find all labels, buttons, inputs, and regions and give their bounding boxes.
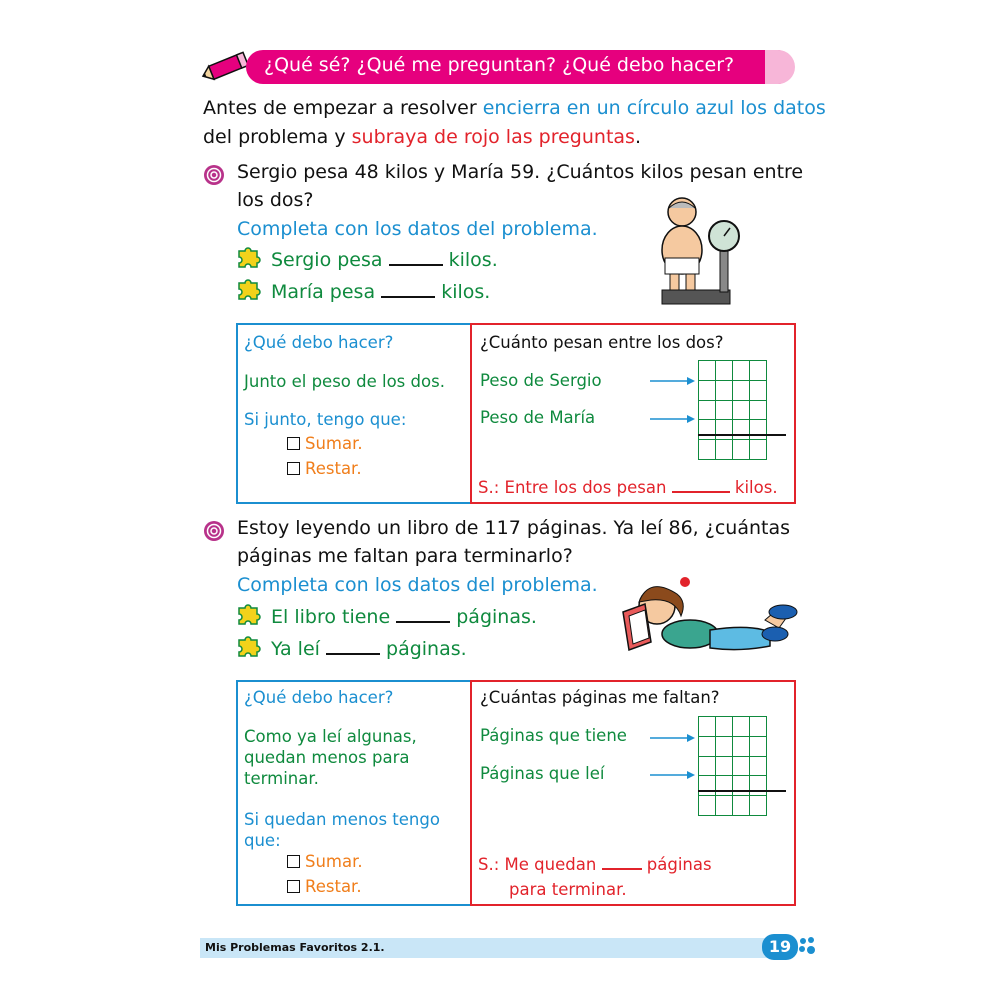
spiral-bullet-icon bbox=[203, 164, 225, 186]
option-label: Sumar. bbox=[305, 852, 363, 871]
problem1-data-2-unit: kilos. bbox=[441, 281, 491, 303]
option-label: Sumar. bbox=[305, 434, 363, 453]
spiral-bullet-icon bbox=[203, 520, 225, 542]
puzzle-piece-icon bbox=[236, 279, 262, 301]
problem2-statement-1: Estoy leyendo un libro de 117 páginas. Ya leí 86, ¿cuántas bbox=[237, 517, 790, 539]
problem2-statement-2: páginas me faltan para terminarlo? bbox=[237, 545, 573, 567]
puzzle-piece-icon bbox=[236, 604, 262, 626]
problem1-data-2 bbox=[271, 281, 490, 303]
problem1-data-2-label: María pesa bbox=[271, 281, 376, 303]
puzzle-piece-icon bbox=[236, 636, 262, 658]
problem1-sum-line bbox=[698, 434, 786, 436]
problem1-row-2: Peso de María bbox=[480, 408, 596, 427]
problem2-row-2: Páginas que leí bbox=[480, 764, 605, 783]
problem2-left-text-2: quedan menos para bbox=[244, 748, 410, 767]
puzzle-piece-icon bbox=[236, 247, 262, 269]
intro-line-2 bbox=[203, 126, 641, 148]
girl-reading-illustration bbox=[615, 572, 800, 662]
problem1-calc-grid[interactable] bbox=[698, 360, 767, 460]
intro-text-blue: encierra en un círculo azul los datos bbox=[482, 97, 826, 119]
problem1-option-sum[interactable] bbox=[287, 434, 363, 453]
problem1-answer-unit: kilos. bbox=[734, 478, 778, 497]
problem2-right-title: ¿Cuántas páginas me faltan? bbox=[480, 688, 720, 707]
arrow-right-icon bbox=[650, 413, 695, 425]
problem1-statement-1: Sergio pesa 48 kilos y María 59. ¿Cuántos kilos pesan entre bbox=[237, 161, 804, 183]
problem2-answer-unit: páginas bbox=[646, 855, 712, 874]
problem1-data-1-label: Sergio pesa bbox=[271, 249, 383, 271]
problem1-statement-2: los dos? bbox=[237, 189, 314, 211]
arrow-right-icon bbox=[650, 732, 695, 744]
problem2-answer-line-2: para terminar. bbox=[509, 880, 627, 899]
problem2-option-sum[interactable] bbox=[287, 852, 363, 871]
option-label: Restar. bbox=[305, 459, 362, 478]
problem1-data-1 bbox=[271, 249, 498, 271]
problem2-left-text-3: terminar. bbox=[244, 769, 319, 788]
checkbox[interactable] bbox=[287, 855, 300, 868]
problem2-answer-label: S.: Me quedan bbox=[478, 855, 597, 874]
intro-text-3: del problema y bbox=[203, 126, 352, 148]
problem2-left-box bbox=[236, 680, 472, 906]
problem1-blank-1[interactable] bbox=[389, 264, 443, 266]
problem2-data-2-unit: páginas. bbox=[386, 638, 467, 660]
problem2-option-subtract[interactable] bbox=[287, 877, 362, 896]
intro-text-red: subraya de rojo las preguntas bbox=[351, 126, 635, 148]
checkbox[interactable] bbox=[287, 437, 300, 450]
problem1-answer bbox=[478, 478, 778, 497]
option-label: Restar. bbox=[305, 877, 362, 896]
problem2-left-text-1: Como ya leí algunas, bbox=[244, 727, 417, 746]
problem2-data-1-unit: páginas. bbox=[456, 606, 537, 628]
problem1-blank-2[interactable] bbox=[381, 296, 435, 298]
problem1-data-1-unit: kilos. bbox=[448, 249, 498, 271]
checkbox[interactable] bbox=[287, 462, 300, 475]
problem1-row-1: Peso de Sergio bbox=[480, 371, 602, 390]
problem2-row-1: Páginas que tiene bbox=[480, 726, 627, 745]
header-title: ¿Qué sé? ¿Qué me preguntan? ¿Qué debo hacer? bbox=[264, 54, 735, 76]
problem2-subtract-line bbox=[698, 790, 786, 792]
page-number: 19 bbox=[762, 934, 798, 960]
arrow-right-icon bbox=[650, 769, 695, 781]
problem1-left-question: Si junto, tengo que: bbox=[244, 410, 407, 429]
problem2-answer-line-1 bbox=[478, 855, 712, 874]
arrow-right-icon bbox=[650, 375, 695, 387]
paw-print-icon bbox=[798, 936, 818, 958]
problem1-right-title: ¿Cuánto pesan entre los dos? bbox=[480, 333, 724, 352]
problem2-blank-1[interactable] bbox=[396, 621, 450, 623]
problem1-left-title: ¿Qué debo hacer? bbox=[244, 333, 394, 352]
intro-text-5: . bbox=[634, 126, 641, 148]
checkbox[interactable] bbox=[287, 880, 300, 893]
problem2-data-1 bbox=[271, 606, 537, 628]
boy-on-scale-illustration bbox=[650, 194, 750, 312]
problem2-left-question-1: Si quedan menos tengo bbox=[244, 810, 440, 829]
problem1-option-subtract[interactable] bbox=[287, 459, 362, 478]
problem2-answer-blank[interactable] bbox=[602, 868, 642, 870]
problem2-data-2-label: Ya leí bbox=[271, 638, 320, 660]
problem2-instruction: Completa con los datos del problema. bbox=[237, 574, 598, 596]
problem2-calc-grid[interactable] bbox=[698, 716, 767, 816]
problem2-data-2 bbox=[271, 638, 467, 660]
problem2-left-title: ¿Qué debo hacer? bbox=[244, 688, 394, 707]
intro-text-1: Antes de empezar a resolver bbox=[203, 97, 483, 119]
header-banner-cap bbox=[765, 50, 795, 84]
problem2-blank-2[interactable] bbox=[326, 653, 380, 655]
problem1-instruction: Completa con los datos del problema. bbox=[237, 218, 598, 240]
intro-line-1 bbox=[203, 97, 826, 119]
problem1-left-text: Junto el peso de los dos. bbox=[244, 372, 445, 391]
problem1-answer-blank[interactable] bbox=[672, 491, 730, 493]
problem2-left-question-2: que: bbox=[244, 831, 281, 850]
footer-book-title: Mis Problemas Favoritos 2.1. bbox=[205, 941, 385, 954]
problem2-data-1-label: El libro tiene bbox=[271, 606, 391, 628]
problem1-answer-label: S.: Entre los dos pesan bbox=[478, 478, 667, 497]
